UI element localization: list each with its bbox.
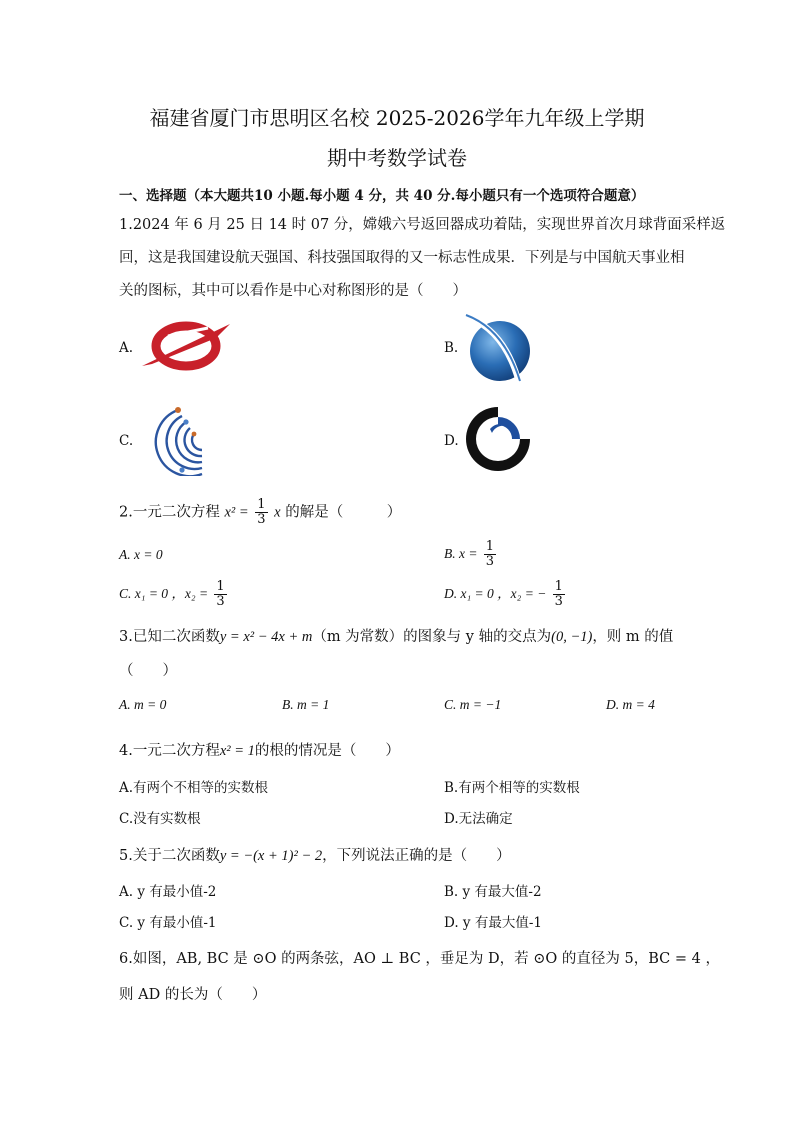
q5-option-d: D. y 有最大值-1 (444, 915, 542, 931)
q5-stem: 5.关于二次函数y = −(x + 1)² − 2，下列说法正确的是（ ） (119, 848, 511, 864)
q1-option-c-label: C. (119, 433, 134, 449)
q5-option-a: A. y 有最小值-2 (119, 884, 217, 900)
q2-stem (119, 498, 401, 527)
q4-option-b: B.有两个相等的实数根 (444, 780, 580, 796)
q4-option-c: C.没有实数根 (119, 811, 201, 827)
q3-option-c: C. m = −1 (444, 697, 502, 712)
q3-line2: （ ） (119, 663, 177, 679)
q3-function: y = x² − 4x + m (219, 629, 313, 645)
q1-line2: 回，这是我国建设航天强国、科技强国取得的又一标志性成果．下列是与中国航天事业相 (119, 250, 685, 266)
q4-option-a: A.有两个不相等的实数根 (119, 780, 269, 796)
q4-stem: 4.一元二次方程x² = 1的根的情况是（ ） (119, 743, 400, 759)
q6-line1: 6.如图，AB, BC 是 ⊙O 的两条弦，AO ⊥ BC ，垂足为 D，若 ⊙O 的直径为 5，BC = 4 ， (119, 951, 720, 967)
q1-option-d-label: D. (444, 433, 459, 449)
q1-line3: 关的图标，其中可以看作是中心对称图形的是（ ） (119, 283, 467, 299)
q2-equation-lhs: x² = (224, 504, 249, 521)
q2-suffix: 的解是（ ） (285, 504, 402, 521)
q5-equation: y = −(x + 1)² − 2 (219, 848, 323, 864)
q2-option-d: D. x₁ = 0 ，x₂ = − $\frac{1}{3}$ (444, 579, 563, 609)
q1-line1: 1.2024 年 6 月 25 日 14 时 07 分，嫦娥六号返回器成功着陆，实现世界首次月球背面采样返 (119, 217, 726, 233)
q2-frac-den: 3 (257, 512, 266, 527)
blue-sphere-logo-icon (464, 313, 534, 383)
q3-option-b: B. m = 1 (282, 697, 330, 712)
q2-fraction (255, 498, 267, 527)
exam-title-line1: 福建省厦门市思明区名校 2025-2026学年九年级上学期 (149, 106, 645, 130)
red-swoosh-logo-icon (138, 318, 234, 374)
q5-option-c: C. y 有最小值-1 (119, 915, 217, 931)
q2-option-c: C. x₁ = 0 ，x₂ = $\frac{1}{3}$ (119, 579, 225, 609)
section-heading: 一、选择题（本大题共10 小题.每小题 4 分，共 40 分.每小题只有一个选项符合题意） (119, 188, 645, 204)
q4-option-d: D.无法确定 (444, 811, 513, 827)
q2-option-c-fraction: $\frac{1}{3}$ (216, 579, 225, 609)
q2-prefix: 2.一元二次方程 (119, 504, 220, 521)
q6-line2: 则 AD 的长为（ ） (119, 987, 267, 1003)
exam-title-line2: 期中考数学试卷 (327, 146, 467, 170)
q2-option-d-fraction: $\frac{1}{3}$ (554, 579, 563, 609)
q2-option-b-fraction: $\frac{1}{3}$ (485, 539, 495, 569)
q2-option-a: A. x = 0 (119, 547, 163, 562)
black-blue-ring-logo-icon (462, 403, 534, 475)
q3-option-d: D. m = 4 (606, 697, 655, 712)
q2-equation-var: x (274, 504, 281, 521)
q4-equation: x² = 1 (219, 743, 255, 759)
q3-line1: 3.已知二次函数y = x² − 4x + m（m 为常数）的图象与 y 轴的交点为(0, −1)，则 m 的值 (119, 629, 674, 645)
q1-option-a-label: A. (119, 340, 134, 356)
q1-option-b-label: B. (444, 340, 459, 356)
q2-frac-num: 1 (257, 497, 266, 512)
q3-point: (0, −1) (551, 629, 593, 645)
q2-option-b: B. x = $\frac{1}{3}$ (444, 539, 495, 569)
q5-option-b: B. y 有最大值-2 (444, 884, 542, 900)
blue-orbit-arcs-logo-icon (142, 404, 216, 476)
q3-option-a: A. m = 0 (119, 697, 167, 712)
